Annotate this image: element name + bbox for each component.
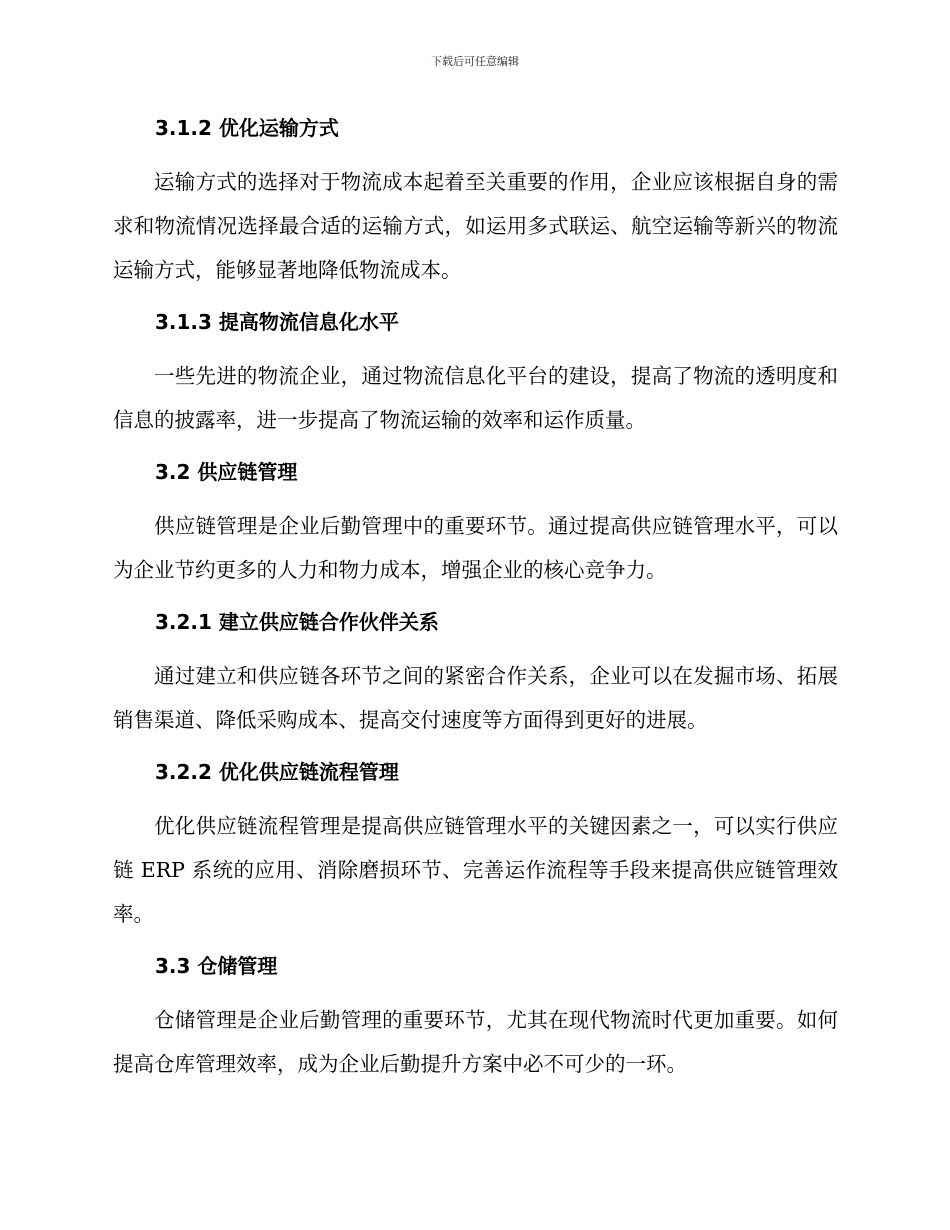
section-paragraph-3-1-3: 一些先进的物流企业，通过物流信息化平台的建设，提高了物流的透明度和信息的披露率，进一步提高了物流运输的效率和运作质量。	[113, 364, 838, 432]
section-heading-3-2-2: 3.2.2 优化供应链流程管理	[155, 760, 399, 784]
section-paragraph-3-2-2: 优化供应链流程管理是提高供应链管理水平的关键因素之一，可以实行供应链 ERP 系统的应用、消除磨损环节、完善运作流程等手段来提高供应链管理效率。	[113, 814, 838, 926]
section-heading-3-2-1: 3.2.1 建立供应链合作伙伴关系	[155, 610, 439, 634]
section-heading-3-1-2: 3.1.2 优化运输方式	[155, 116, 339, 140]
section-heading-3-1-3: 3.1.3 提高物流信息化水平	[155, 310, 399, 334]
section-heading-3-3: 3.3 仓储管理	[155, 954, 278, 978]
page-header: 下载后可任意编辑	[431, 55, 519, 68]
section-paragraph-3-3: 仓储管理是企业后勤管理的重要环节，尤其在现代物流时代更加重要。如何提高仓库管理效率，成为企业后勤提升方案中必不可少的一环。	[113, 1008, 838, 1076]
section-heading-3-2: 3.2 供应链管理	[155, 460, 298, 484]
section-paragraph-3-1-2: 运输方式的选择对于物流成本起着至关重要的作用，企业应该根据自身的需求和物流情况选择最合适的运输方式，如运用多式联运、航空运输等新兴的物流运输方式，能够显著地降低物流成本。	[113, 170, 838, 282]
document-body	[113, 108, 838, 1096]
section-paragraph-3-2: 供应链管理是企业后勤管理中的重要环节。通过提高供应链管理水平，可以为企业节约更多的人力和物力成本，增强企业的核心竞争力。	[113, 514, 838, 582]
section-paragraph-3-2-1: 通过建立和供应链各环节之间的紧密合作关系，企业可以在发掘市场、拓展销售渠道、降低采购成本、提高交付速度等方面得到更好的进展。	[113, 664, 838, 732]
